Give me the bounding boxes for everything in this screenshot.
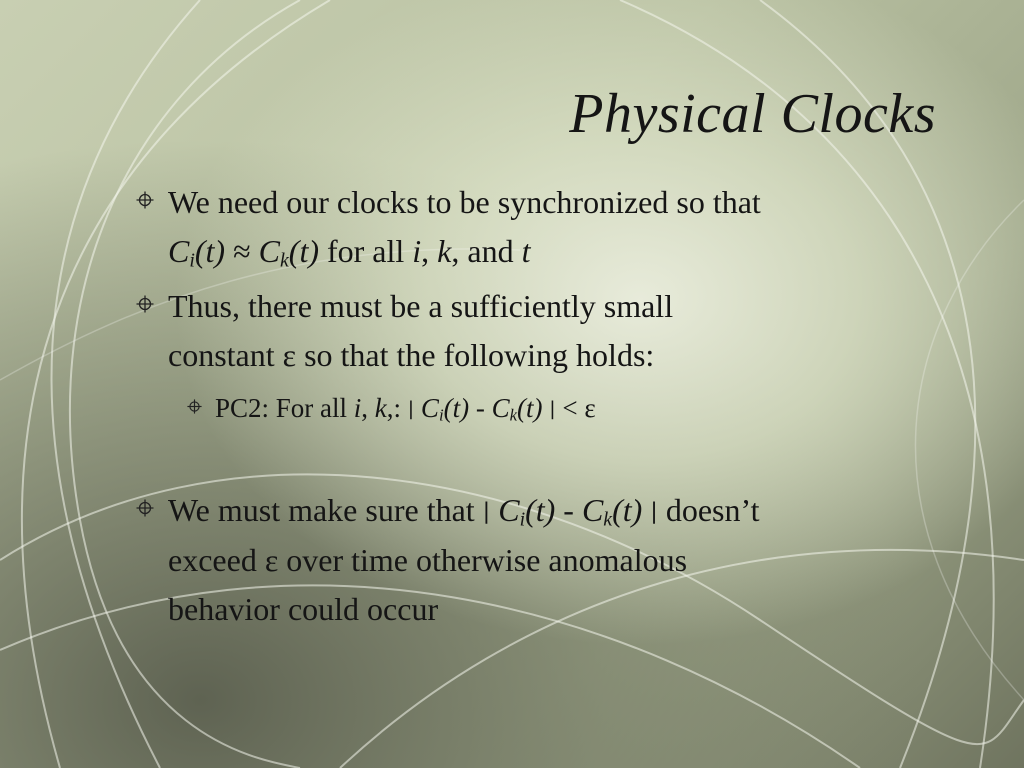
for-all-text: for all [318, 233, 413, 269]
paren-t-minus-c: (t) - C [443, 393, 510, 423]
symbol-c: C [490, 492, 520, 528]
less-than-epsilon: < ε [555, 393, 596, 423]
crosshair-circle-icon [136, 191, 154, 209]
bullet-text-line: We need our clocks to be synchronized so that [168, 184, 761, 220]
bullet-formula-line [168, 486, 928, 536]
crosshair-circle-icon [187, 399, 202, 414]
symbol-c: C [258, 233, 280, 269]
swirl-line [22, 0, 330, 768]
bullet-suffix: doesn’t [657, 492, 760, 528]
bullet-formula-line [168, 227, 928, 276]
and-text: , and [451, 233, 522, 269]
crosshair-circle-icon [136, 295, 154, 313]
slide-title: Physical Clocks [569, 83, 936, 145]
bullet-text-line: constant ε so that the following holds: [168, 337, 655, 373]
approx-sign: ≈ [225, 233, 259, 269]
symbol-c: C [414, 393, 439, 423]
bullet-text-line: behavior could occur [168, 591, 439, 628]
bullet-constant-epsilon [168, 282, 928, 380]
bullet-synchronized [168, 178, 928, 276]
pc2-prefix: PC2: For all [215, 393, 354, 423]
crosshair-circle-icon [136, 499, 154, 517]
abs-bar-open: | [482, 498, 491, 525]
comma: , [421, 233, 438, 269]
var-t: t [521, 233, 531, 269]
paren-t: (t) [612, 492, 651, 528]
var-k: k [374, 393, 387, 423]
subscript-i: i [438, 405, 444, 425]
bullet-text-line: exceed ε over time otherwise anomalous [168, 542, 688, 579]
bullet-exceed-epsilon [168, 486, 928, 634]
comma: , [361, 393, 375, 423]
colon: ,: [386, 393, 408, 423]
paren-t: (t) [288, 233, 319, 269]
bullet-text-line: Thus, there must be a sufficiently small [168, 288, 674, 324]
abs-bar-close: | [549, 397, 556, 420]
subscript-k: k [509, 405, 518, 425]
subscript-i: i [189, 249, 195, 272]
var-i: i [353, 393, 362, 423]
var-k: k [437, 233, 452, 269]
swirl-line [70, 0, 300, 768]
subscript-k: k [279, 249, 289, 272]
abs-bar-close: | [650, 498, 658, 525]
paren-t-minus-c: (t) - C [525, 492, 604, 528]
sub-bullet-pc2 [215, 388, 915, 429]
symbol-c: C [168, 233, 190, 269]
subscript-k: k [603, 508, 613, 531]
subscript-i: i [519, 508, 526, 531]
swirl-line [915, 200, 1024, 700]
abs-bar-open: | [407, 397, 415, 420]
var-i: i [412, 233, 422, 269]
paren-t: (t) [194, 233, 226, 269]
paren-t: (t) [517, 393, 550, 423]
bullet-prefix: We must make sure that [168, 492, 483, 528]
pc2-formula-line [215, 388, 915, 429]
